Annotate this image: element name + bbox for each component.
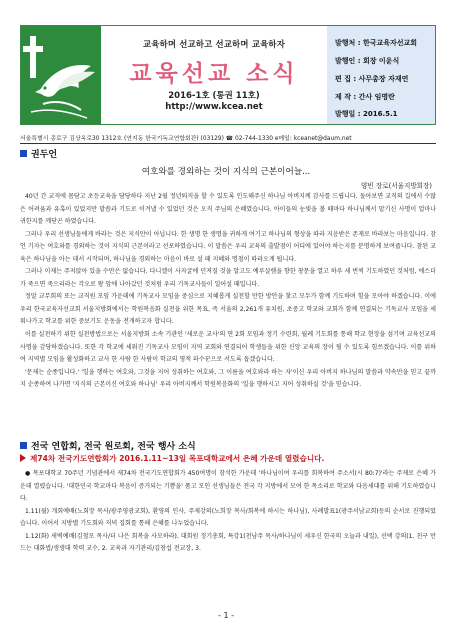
publisher-person: 발행인 : 회장 이윤식 — [335, 57, 400, 65]
square-bullet-icon — [20, 442, 27, 449]
publisher-info — [327, 26, 435, 124]
section-heading-text: 권두언 — [31, 150, 58, 160]
event-headline — [20, 453, 324, 464]
editor: 편 집 : 사무총장 자재연 — [335, 75, 409, 83]
masthead — [20, 25, 436, 125]
logo — [21, 26, 101, 124]
dove-cross-logo-icon — [21, 26, 101, 124]
page-number: - 1 - — [218, 611, 234, 620]
newsletter-title: 교육선교 소식 — [129, 61, 299, 87]
paragraph: 1.11(월) 개회예배(노회장 목사/광주영광교회), 환영의 인사, 주제강의(노희장 목사/회복에 하시는 하나님), 사례발표1(광주서남교회)등의 순서로 진행되었습니다. 이어서 지방별 기도회와 저녁 집회를 통해 은혜를 나누었습니다. — [20, 507, 436, 528]
divider — [20, 143, 436, 144]
section-heading-news — [20, 439, 196, 452]
article-title: 여호와를 경외하는 것이 지식의 근본이어늘... — [141, 167, 311, 177]
square-bullet-icon — [20, 150, 27, 157]
event-headline-text: 제74차 전국기도연합회가 2016.1.11~13일 목포대학교에서 은혜 가운데 열렸습니다. — [30, 454, 325, 463]
triangle-bullet-icon — [20, 454, 26, 462]
article-author: 양빈 장로(서울지방회장) — [361, 182, 432, 190]
paragraph: 그러나 이제는 주저앉아 있을 수만은 없습니다. 다니엘이 사자굴에 던져질 것을 알고도 예루살렘을 향한 창문을 열고 하루 세 번씩 기도하였던 것처럼, 에스더가 죽으면 죽으리라는 각오로 왕 앞에 나아갔던 것처럼 우리 기독교사들이 일어설 때입니다. — [20, 268, 436, 288]
article-body — [20, 191, 436, 437]
paragraph: 이를 실천하기 위한 실천방법으로는 서울지방회 소속 기관인 '새로운 교사'의 연 2회 모임과 정기 수련회, 월례 기도회를 통해 학교 현장을 섬기며 교육선교의 사명을 감당하겠습니다. 또한 각 학교에 세워진 기독교사 모임이 지역 교회와 연결되어 학생들을 위한 신앙 교육의 장이 될 수 있도록 힘쓰겠습니다. 이를 위하여 지역별 모임을 활성화하고 교사 한 사람 한 사람이 학교의 영적 파수꾼으로 서도록 돕겠습니다. — [20, 331, 436, 364]
website-url[interactable]: http://www.kcea.net — [165, 102, 263, 112]
publish-date: 발행일 : 2016.5.1 — [335, 110, 398, 118]
producer: 제 작 : 간사 임명란 — [335, 93, 395, 101]
paragraph: 1.12(화) 새벽예배(김철모 목사/더 나은 회복을 사모하라), 대회원 정기총회, 특강1(천남주 목사/하나님이 세우신 한국의 오늘과 내일), 선택 강의(1. 친구 만드는 대화법/생생대 학력 교수, 2. 교육과 자기관리/김창섭 전교장, 3. — [20, 532, 436, 553]
paragraph: '문제는 순종입니다.' '일을 행하는 여호와, 그것을 지어 성취하는 여호와, 그 이름을 여호와라 하는 자'이신 우리 아버지 하나님의 말씀과 약속만을 믿고 끝까지 순종하여 나가면 '지식의 근본이신 여호와 하나님' 우리 아버지께서 학원복음화의 '일을 행하시고 지어 성취하실 것'을 믿습니다. — [20, 368, 436, 389]
paragraph: 정말 교무회의 또는 교직원 모임 가운데에 기독교사 모임을 중심으로 지혜롭게 실천할 만한 방안을 찾고 모두가 함께 기도하며 힘을 모아야 하겠습니다. 이에 우리 한국교육자선교회 서울지방회에서는 학원복음화 실천을 위한 목표, 즉 서울의 2,261개 유치원, 초중고 학교와 교회가 함께 연결되는 기독교사 모임을 세워나가고 학교를 위한 중보기도 운동을 전개하고자 합니다. — [20, 293, 436, 326]
title-area — [101, 26, 327, 124]
paragraph: 그러나 우리 선생님들에게 바라는 것은 지식만이 아닙니다. 한 생명 한 생명을 귀하게 여기고 하나님의 형상을 따라 지음받은 존재로 바라보는 마음입니다. 잠언 기자는 여호와를 경외하는 것이 지식의 근본이라고 선포하였습니다. 이 말씀은 우리 교육의 출발점이 어디에 있어야 하는지를 분명하게 보여줍니다. 참된 교육은 하나님을 아는 데서 시작되며, 하나님을 경외하는 마음이 바로 설 때 지혜와 명철이 따라오게 됩니다. — [20, 230, 436, 263]
news-body — [20, 468, 436, 596]
issue-number: 2016-1호 (통권 11호) — [168, 91, 260, 101]
section-heading-text: 전국 연합회, 전국 원로회, 전국 행사 소식 — [31, 442, 196, 452]
slogan: 교육하며 선교하고 선교하며 교육하자 — [143, 39, 285, 49]
publisher-org: 발행처 : 한국교육자선교회 — [335, 39, 418, 47]
section-heading-foreword — [20, 147, 57, 160]
paragraph: 40년 간 교직에 몸담고 초등교육을 담당하다 지난 2월 정년퇴직을 할 수 있도록 인도해주신 하나님 아버지께 감사를 드립니다. 돌아보면 교직의 길에서 수많은 어려움과 유혹이 있었지만 말씀과 기도로 이겨낼 수 있었던 것은 오직 주님의 은혜였습니다. 아이들의 눈빛을 볼 때마다 하나님께서 맡기신 사명이 얼마나 귀한지를 깨닫곤 하였습니다. — [20, 193, 436, 226]
contact-address: 서울특별시 종로구 김상옥로30 1312호 (연지동 한국기독교연합회관) (03129) ☎ 02-744-1330 e메일: kceanet@daum.net — [20, 136, 352, 142]
paragraph: ● 목포대학교 70주년 기념관에서 제74차 전국기도연합회가 450여명이 참석한 가운데 '하나님이여 우리를 회복하여 주소서(시 80:7)'라는 주제로 은혜 가운데 열렸습니다. '대한민국 학교마다 복음이 증거되는 기쁨을' 품고 모인 선생님들은 전국 각 지방에서 모여 한 목소리로 학교와 다음세대를 위해 기도하였습니다. — [20, 470, 436, 503]
